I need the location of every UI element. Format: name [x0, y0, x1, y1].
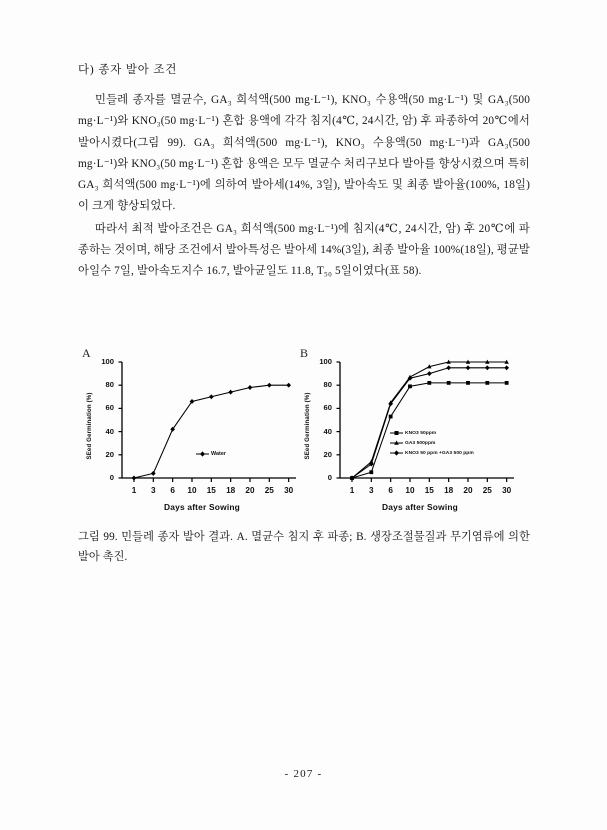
legend-item — [390, 448, 474, 458]
x-tick-label: 10 — [187, 486, 197, 495]
y-tick-label: 0 — [327, 473, 332, 482]
legend-label: Water — [211, 451, 227, 457]
x-tick-label: 3 — [151, 486, 156, 495]
paragraph-1-text: 민들레 종자를 멸균수, GA₃ 희석액(500 mg·L⁻¹), KNO₃ 수용액(50 mg·L⁻¹) 및 GA₃(500 mg·L⁻¹)와 KNO₃(50 mg·L⁻¹) 혼합 용액에 각각 침지(4℃, 24시간, 암) 후 파종하여 20℃에서 발아시켰다(그림 99). GA₃ 희석액(500 mg·L⁻¹), KNO₃ 수용액(50 mg·L⁻¹)과 GA₃(500 mg·L⁻¹)와 KNO₃(50 mg·L⁻¹) 혼합 용액은 모두 멸균수 처리구보다 발아를 향상시켰으며 특히 GA₃ 희석액(500 mg·L⁻¹)에 의하여 발아세(14%, 3일), 발아속도 및 최종 발아율(100%, 18일)이 크게 향상되었다. — [78, 94, 530, 213]
panel-label-b: B — [300, 346, 309, 360]
y-tick-label: 100 — [319, 357, 332, 366]
x-axis-label-b: Days after Sowing — [381, 502, 458, 512]
x-tick-label: 20 — [245, 486, 255, 495]
y-tick-label: 100 — [101, 357, 114, 366]
plot-area-b — [296, 344, 522, 524]
x-tick-label: 6 — [170, 486, 175, 495]
legend-label: GA3 500ppm — [405, 440, 436, 446]
paragraph-2 — [78, 219, 530, 283]
legend-a — [196, 449, 226, 459]
y-tick-label: 20 — [105, 449, 114, 459]
y-tick-label: 60 — [105, 403, 114, 413]
x-tick-label: 1 — [131, 486, 137, 495]
x-tick-label: 25 — [482, 486, 492, 495]
chart-panel-a — [78, 344, 304, 524]
legend-marker-icon — [390, 439, 403, 447]
paragraph-1 — [78, 90, 530, 217]
x-tick-label: 1 — [349, 486, 355, 495]
x-tick-label: 18 — [444, 486, 454, 495]
x-tick-label: 20 — [463, 486, 473, 495]
y-tick-label: 80 — [323, 380, 332, 390]
x-tick-label: 18 — [226, 486, 236, 495]
y-axis-label-a: SEed Germination (%) — [86, 392, 93, 460]
y-tick-label: 20 — [323, 449, 332, 459]
legend-item — [196, 449, 226, 459]
paragraph-2-text: 따라서 최적 발아조건은 GA₃ 희석액(500 mg·L⁻¹)에 침지(4℃, 24시간, 암) 후 20℃에 파종하는 것이며, 해당 조건에서 발아특성은 발아세 14%(3일), 최종 발아율 100%(18일), 평균발아일수 7일, 발아속도지수 16.7, 발아균일도 11.8, T₅₀ 5일이였다(표 58). — [78, 222, 530, 277]
y-axis-label-b: SEed Germination (%) — [304, 392, 311, 460]
y-tick-label: 0 — [109, 473, 114, 482]
legend-marker-icon — [390, 449, 403, 457]
figure-99 — [78, 344, 530, 524]
x-tick-label: 15 — [424, 486, 434, 495]
x-axis-label-a: Days after Sowing — [163, 502, 240, 512]
y-tick-label: 80 — [105, 380, 114, 390]
legend-marker-icon — [390, 429, 403, 437]
y-tick-label: 40 — [105, 426, 114, 436]
legend-label: KNO3 50ppm — [405, 430, 437, 436]
legend-label: KNO3 50 ppm +GA3 500 ppm — [405, 450, 474, 456]
figure-caption: 그림 99. 민들레 종자 발아 결과. A. 멸균수 침지 후 파종; B. 생장조절물질과 무기염류에 의한 발아 촉진. — [78, 531, 530, 563]
legend-item — [390, 428, 474, 438]
legend-marker-icon — [196, 450, 209, 458]
x-tick-label: 6 — [388, 486, 393, 495]
x-tick-label: 10 — [405, 486, 415, 495]
x-tick-label: 3 — [369, 486, 374, 495]
page-number: - 207 - — [284, 768, 323, 780]
body-text-block — [78, 62, 530, 283]
y-tick-label: 60 — [323, 403, 332, 413]
section-heading: 다) 종자 발아 조건 — [78, 64, 178, 76]
x-tick-label: 30 — [284, 486, 294, 495]
plot-area-a — [78, 344, 304, 524]
chart-panel-b — [296, 344, 522, 524]
legend-b — [390, 428, 474, 458]
y-tick-label: 40 — [323, 426, 332, 436]
x-tick-label: 15 — [206, 486, 216, 495]
panel-label-a: A — [82, 346, 91, 360]
x-tick-label: 25 — [264, 486, 274, 495]
x-tick-label: 30 — [502, 486, 512, 495]
legend-item — [390, 438, 474, 448]
